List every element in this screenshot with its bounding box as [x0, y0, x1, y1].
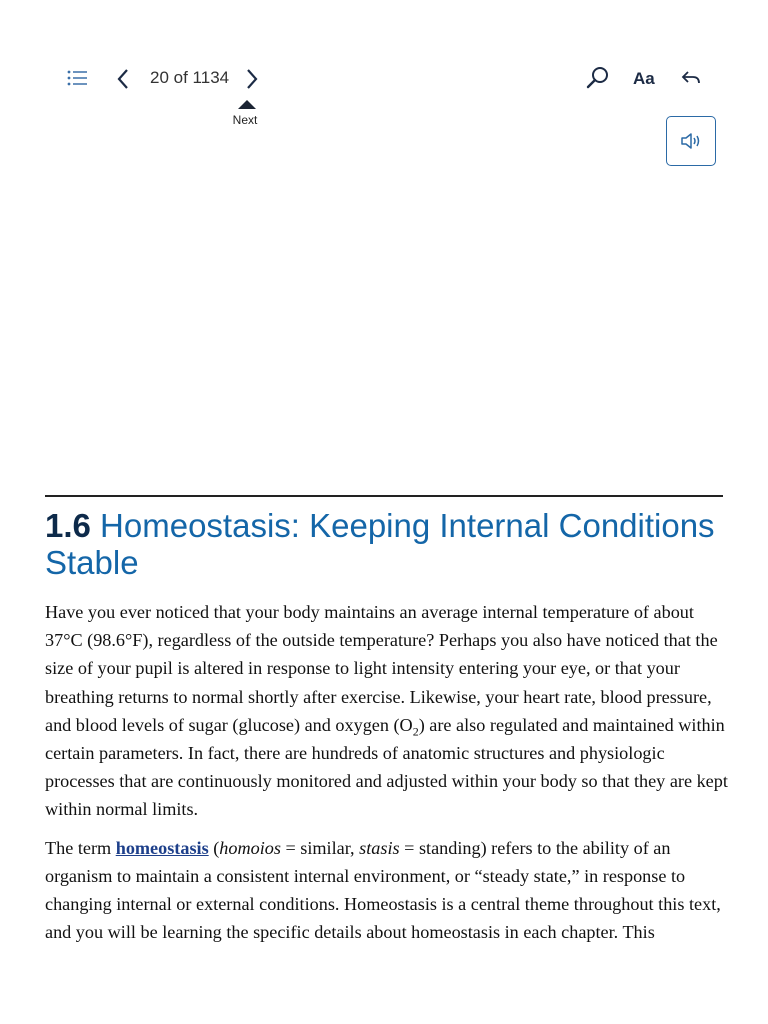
page-current: 20 — [150, 68, 169, 87]
page-total: 1134 — [192, 68, 230, 87]
paragraph-2-text-d: = standing) refers to the ability of an organism to maintain a consistent internal environment, or “steady state,” in response to changing internal or external conditions. Homeostasis is a central theme throughout this text, and you will be learning the specific details about homeostasis in each chapter. This — [45, 837, 721, 943]
paragraph-2 — [45, 834, 730, 947]
chevron-right-icon[interactable] — [242, 66, 262, 92]
search-icon[interactable] — [586, 66, 610, 90]
paragraph-2-text-b: ( — [208, 837, 220, 858]
page-indicator — [150, 68, 229, 88]
page-separator: of — [168, 68, 193, 87]
section-number: 1.6 — [45, 507, 91, 544]
paragraph-2-text-c: = similar, — [280, 837, 360, 858]
paragraph-1-text-b: ) are also regulated and maintained within certain parameters. In fact, there are hundreds of anatomic structures and physiologic processes that are continuously monitored and adjusted within your body so that they are kept within normal limits. — [45, 714, 728, 820]
paragraph-1-text-a: Have you ever noticed that your body maintains an average internal temperature of about 37°C (98.6°F), regardless of the outside temperature? Perhaps you also have noticed that the size of your pupil is altered in response to light intensity entering your eye, or that your breathing returns to normal shortly after exercise. Likewise, your heart rate, blood pressure, and blood levels of sugar (glucose) and oxygen (O — [45, 602, 718, 735]
font-size-icon[interactable]: Aa — [633, 69, 655, 88]
speaker-icon — [680, 132, 702, 150]
section-title: Homeostasis: Keeping Internal Conditions Stable — [45, 507, 715, 581]
paragraph-2-italic-stasis: stasis — [359, 837, 400, 858]
section-divider — [45, 495, 723, 497]
next-tooltip — [230, 100, 264, 127]
paragraph-2-text-a: The term — [45, 837, 116, 858]
back-icon[interactable] — [680, 68, 702, 88]
reader-toolbar — [0, 0, 768, 180]
audio-button[interactable] — [666, 116, 716, 166]
oxygen-subscript: 2 — [412, 724, 419, 739]
paragraph-1 — [45, 598, 730, 824]
homeostasis-term-link[interactable]: homeostasis — [115, 837, 209, 858]
paragraph-2-italic-homoios: homoios — [219, 837, 281, 858]
list-icon[interactable] — [64, 66, 90, 90]
tooltip-arrow-icon — [238, 100, 256, 109]
section-heading — [45, 507, 725, 581]
chevron-left-icon[interactable] — [113, 66, 133, 92]
next-tooltip-label: Next — [232, 113, 258, 127]
section-body — [45, 598, 730, 943]
